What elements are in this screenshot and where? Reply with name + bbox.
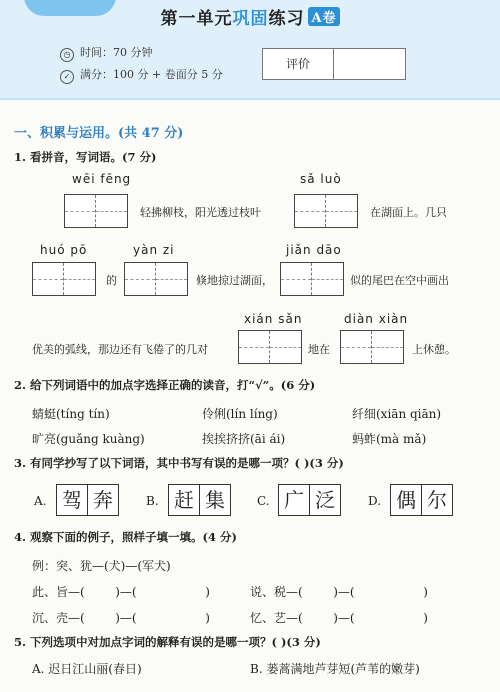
text-8: 上休憩。 bbox=[412, 343, 456, 356]
time-label: 时间：70 分钟 bbox=[80, 46, 153, 59]
answer-boxes-3[interactable] bbox=[32, 262, 96, 296]
option-b-chars[interactable]: 赶 集 bbox=[168, 484, 231, 516]
eval-label: 评价 bbox=[263, 49, 334, 79]
title-highlight: 巩固 bbox=[232, 9, 269, 29]
question-1-title: 1. 看拼音，写词语。(7 分) bbox=[14, 150, 157, 164]
answer-boxes-1[interactable] bbox=[64, 194, 128, 228]
text-1: 轻拂柳枝，阳光透过枝叶 bbox=[140, 206, 261, 219]
question-5-title: 5. 下列选项中对加点字词的解释有误的是哪一项？( )(3 分) bbox=[14, 635, 321, 649]
text-3: 的 bbox=[106, 274, 117, 287]
pinyin-1: wēi fēng bbox=[72, 172, 132, 186]
pinyin-2: sǎ luò bbox=[300, 172, 342, 186]
pinyin-4: yàn zi bbox=[133, 243, 175, 257]
example-line: 例：突、犹—(犬)—(军犬) bbox=[32, 559, 171, 573]
option-a-letter: A. bbox=[34, 494, 47, 508]
score-info bbox=[60, 66, 223, 84]
answer-boxes-2[interactable] bbox=[294, 194, 358, 228]
fill-row[interactable]: 沉、壳—( )—( ) bbox=[32, 611, 210, 625]
section-title: 一、积累与运用。(共 47 分) bbox=[14, 126, 184, 141]
question-4-title: 4. 观察下面的例子，照样子填一填。(4 分) bbox=[14, 530, 237, 544]
text-2: 在湖面上。几只 bbox=[370, 206, 447, 219]
pronunciation-item[interactable]: 旷亮(guǎng kuàng) bbox=[32, 432, 145, 446]
fill-row[interactable]: 此、旨—( )—( ) bbox=[32, 585, 210, 599]
fill-row[interactable]: 忆、艺—( )—( ) bbox=[250, 611, 428, 625]
option-d-letter: D. bbox=[368, 494, 382, 508]
check-icon: ✓ bbox=[60, 70, 74, 84]
question-3-title: 3. 有同学抄写了以下词语，其中书写有误的是哪一项？( )(3 分) bbox=[14, 456, 344, 470]
pronunciation-item[interactable]: 蚂蚱(mà mǎ) bbox=[352, 432, 427, 446]
answer-boxes-6[interactable] bbox=[238, 330, 302, 364]
evaluation-box bbox=[262, 48, 406, 80]
q5-option-b[interactable]: B. 蒌蒿满地芦芽短(芦苇的嫩芽) bbox=[250, 662, 420, 676]
question-2-title: 2. 给下列词语中的加点字选择正确的读音，打“√”。(6 分) bbox=[14, 378, 316, 392]
option-d-chars[interactable]: 偶 尔 bbox=[390, 484, 453, 516]
text-7: 地在 bbox=[308, 343, 330, 356]
pinyin-7: diàn xiàn bbox=[344, 312, 409, 326]
title-suffix: 练习 bbox=[268, 9, 305, 29]
q5-option-a[interactable]: A. 迟日江山丽(春日) bbox=[32, 662, 142, 676]
title-prefix: 第一单元 bbox=[160, 9, 233, 29]
pinyin-6: xián sǎn bbox=[244, 312, 303, 326]
option-c-letter: C. bbox=[257, 494, 270, 508]
option-b-letter: B. bbox=[146, 494, 159, 508]
score-label: 满分：100 分 + 卷面分 5 分 bbox=[80, 68, 223, 81]
option-a-chars[interactable]: 驾 奔 bbox=[56, 484, 119, 516]
pinyin-5: jiǎn dāo bbox=[286, 243, 342, 257]
pronunciation-item[interactable]: 蜻蜓(tíng tín) bbox=[32, 407, 110, 421]
pronunciation-item[interactable]: 挨挨挤挤(āi ái) bbox=[202, 432, 286, 446]
text-6: 优美的弧线，那边还有飞倦了的几对 bbox=[32, 343, 208, 356]
answer-boxes-4[interactable] bbox=[124, 262, 188, 296]
pinyin-3: huó pō bbox=[40, 243, 88, 257]
text-5: 似的尾巴在空中画出 bbox=[350, 274, 449, 287]
pronunciation-item[interactable]: 伶俐(lín líng) bbox=[202, 407, 278, 421]
option-c-chars[interactable]: 广 泛 bbox=[278, 484, 341, 516]
eval-field[interactable] bbox=[334, 49, 405, 79]
page-title bbox=[0, 4, 500, 29]
pronunciation-item[interactable]: 纤细(xiān qiān) bbox=[352, 407, 442, 421]
clock-icon: ◷ bbox=[60, 48, 74, 62]
time-info bbox=[60, 44, 153, 62]
answer-boxes-7[interactable] bbox=[340, 330, 404, 364]
answer-boxes-5[interactable] bbox=[280, 262, 344, 296]
paper-badge: A卷 bbox=[308, 7, 339, 26]
fill-row[interactable]: 说、税—( )—( ) bbox=[250, 585, 428, 599]
text-4: 倏地掠过湖面， bbox=[196, 274, 273, 287]
